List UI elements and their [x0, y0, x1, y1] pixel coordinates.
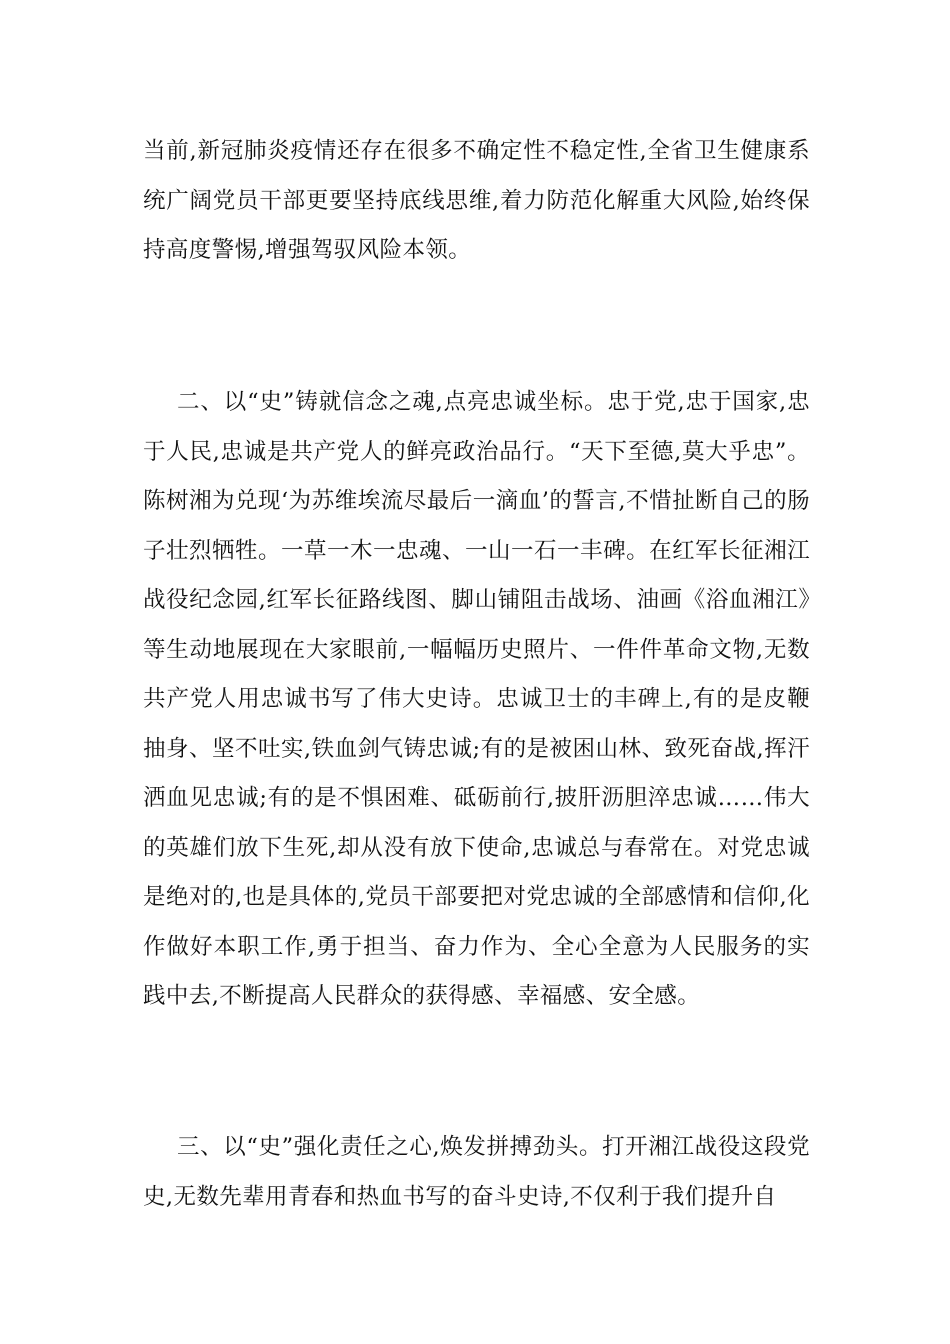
- paragraph-section-three: 三、以“史”强化责任之心,焕发拼搏劲头。打开湘江战役这段党史,无数先辈用青春和热血书写的奋斗史诗,不仅利于我们提升自: [143, 1134, 810, 1210]
- paragraph-section-two: 二、以“史”铸就信念之魂,点亮忠诚坐标。忠于党,忠于国家,忠于人民,忠诚是共产党人的鲜亮政治品行。“天下至德,莫大乎忠”。陈树湘为兑现‘为苏维埃流尽最后一滴血’的誓言,不惜扯断自己的肠子壮烈牺牲。一草一木一忠魂、一山一石一丰碑。在红军长征湘江战役纪念园,红军长征路线图、脚山铺阻击战场、油画《浴血湘江》等生动地展现在大家眼前,一幅幅历史照片、一件件革命文物,无数共产党人用忠诚书写了伟大史诗。忠诚卫士的丰碑上,有的是皮鞭抽身、坚不吐实,铁血剑气铸忠诚;有的是被困山林、致死奋战,挥汗洒血见忠诚;有的是不惧困难、砥砺前行,披肝沥胆淬忠诚……伟大的英雄们放下生死,却从没有放下使命,忠诚总与春常在。对党忠诚是绝对的,也是具体的,党员干部要把对党忠诚的全部感情和信仰,化作做好本职工作,勇于担当、奋力作为、全心全意为人民服务的实践中去,不断提高人民群众的获得感、幸福感、安全感。: [143, 389, 810, 1009]
- paragraph-intro: 当前,新冠肺炎疫情还存在很多不确定性不稳定性,全省卫生健康系统广阔党员干部更要坚持底线思维,着力防范化解重大风险,始终保持高度警惕,增强驾驭风险本领。: [143, 138, 810, 263]
